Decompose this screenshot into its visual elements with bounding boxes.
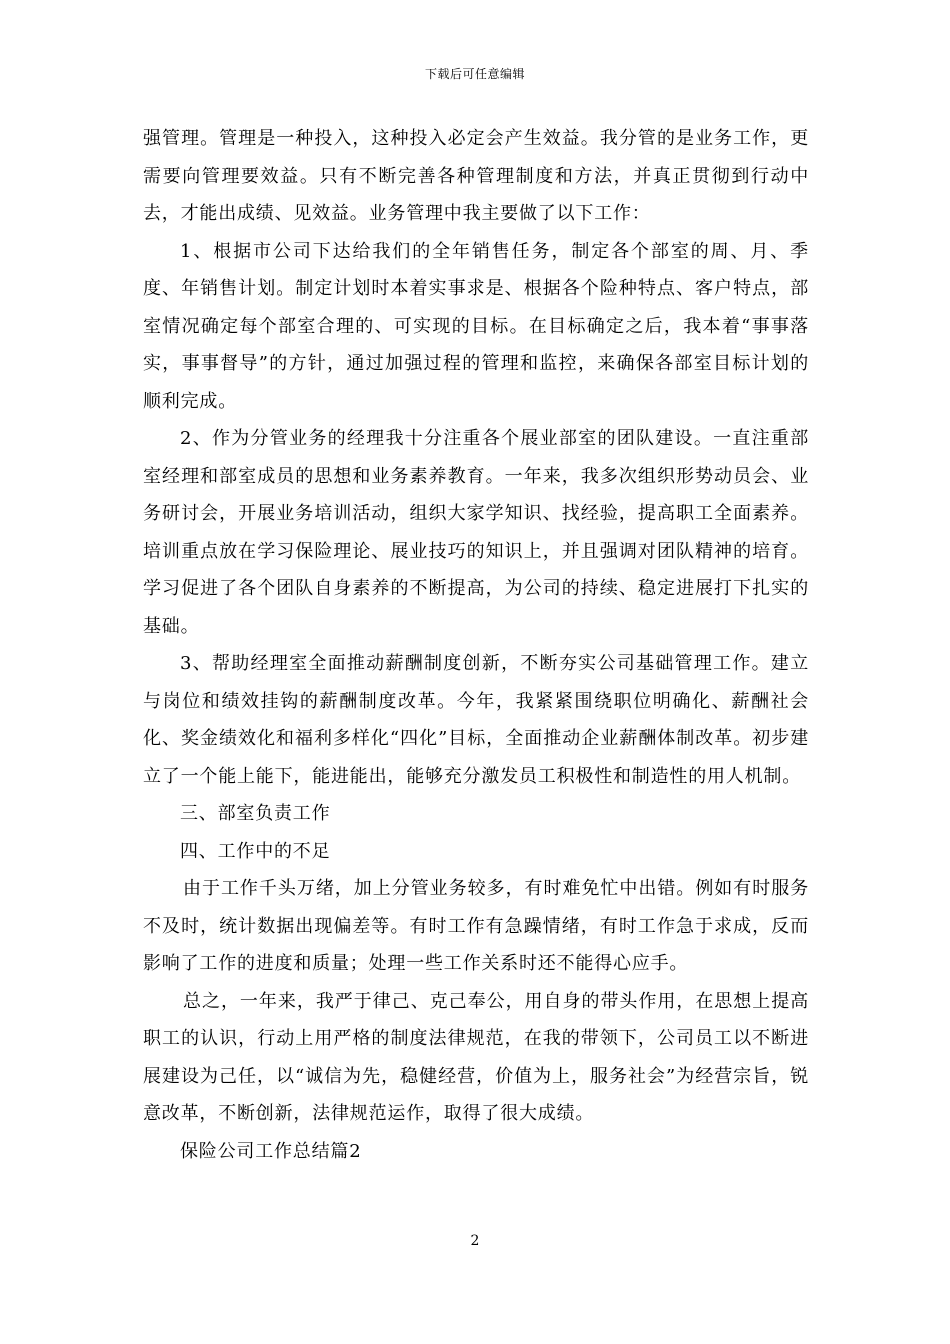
section-title-part-2: 保险公司工作总结篇2 [180, 1140, 362, 1162]
paragraph-item-1: 1、根据市公司下达给我们的全年销售任务，制定各个部室的周、月、季度、年销售计划。制定计划时本着实事求是、根据各个险种特点、客户特点，部室情况确定每个部室合理的、可实现的目标。在目标确定之后，我本着“事事落实，事事督导”的方针，通过加强过程的管理和监控，来确保各部室目标计划的顺利完成。 [143, 240, 809, 412]
paragraph-item-3: 3、帮助经理室全面推动薪酬制度创新，不断夯实公司基础管理工作。建立与岗位和绩效挂钩的薪酬制度改革。今年，我紧紧围绕职位明确化、薪酬社会化、奖金绩效化和福利多样化“四化”目标，全面推动企业薪酬体制改革。初步建立了一个能上能下，能进能出，能够充分激发员工积极性和制造性的用人机制。 [143, 653, 809, 787]
section-heading-4: 四、工作中的不足 [180, 840, 331, 862]
paragraph-conclusion: 总之，一年来，我严于律己、克己奉公，用自身的带头作用，在思想上提高职工的认识，行动上用严格的制度法律规范，在我的带领下，公司员工以不断进展建设为己任，以“诚信为先，稳健经营，价值为上，服务社会”为经营宗旨，锐意改革，不断创新，法律规范运作，取得了很大成绩。 [143, 990, 809, 1124]
paragraph-shortcomings: 由于工作千头万绪，加上分管业务较多，有时难免忙中出错。例如有时服务不及时，统计数据出现偏差等。有时工作有急躁情绪，有时工作急于求成，反而影响了工作的进度和质量；处理一些工作关系时还不能得心应手。 [143, 878, 809, 974]
page-header: 下载后可任意编辑 [424, 67, 525, 81]
page-number: 2 [470, 1233, 480, 1249]
section-heading-3: 三、部室负责工作 [180, 803, 331, 824]
paragraph-intro: 强管理。管理是一种投入，这种投入必定会产生效益。我分管的是业务工作，更需要向管理要效益。只有不断完善各种管理制度和方法，并真正贯彻到行动中去，才能出成绩、见效益。业务管理中我主要做了以下工作： [143, 128, 809, 224]
paragraph-item-2: 2、作为分管业务的经理我十分注重各个展业部室的团队建设。一直注重部室经理和部室成员的思想和业务素养教育。一年来，我多次组织形势动员会、业务研讨会，开展业务培训活动，组织大家学知识、找经验，提高职工全面素养。培训重点放在学习保险理论、展业技巧的知识上，并且强调对团队精神的培育。学习促进了各个团队自身素养的不断提高，为公司的持续、稳定进展打下扎实的基础。 [143, 428, 809, 637]
document-body [143, 120, 809, 1170]
